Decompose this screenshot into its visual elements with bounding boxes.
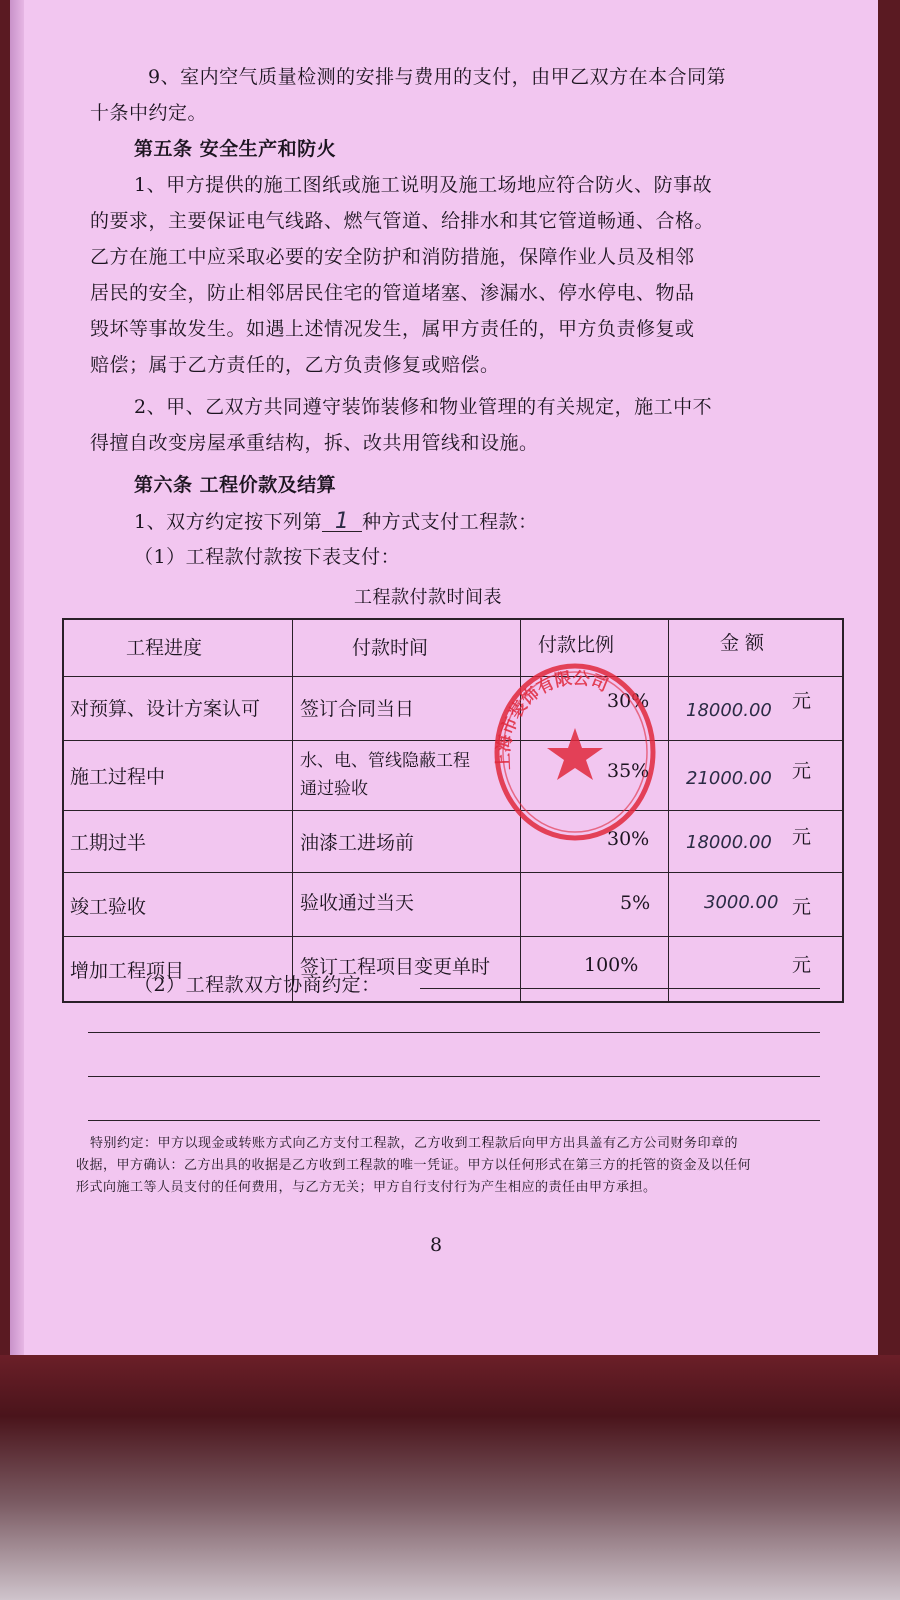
table-cell-time: 签订合同当日 bbox=[300, 698, 415, 720]
table-cell-time: 签订工程项目变更单时 bbox=[300, 956, 491, 978]
table-header: 付款时间 bbox=[352, 637, 429, 659]
table-cell-stage: 施工过程中 bbox=[70, 766, 166, 788]
payment-schedule-table bbox=[62, 618, 844, 1003]
clause-9-line-2: 十条中约定。 bbox=[90, 102, 208, 124]
table-cell-time: 通过验收 bbox=[300, 779, 368, 799]
table-cell-amount: 18000.00 bbox=[686, 700, 772, 721]
blank-line bbox=[88, 1032, 820, 1033]
seal-text: 上海市装饰有限公司 bbox=[493, 668, 611, 771]
special-terms-line: 收据，甲方确认：乙方出具的收据是乙方收到工程款的唯一凭证。甲方以任何形式在第三方的托管的资金及以任何 bbox=[76, 1158, 752, 1173]
blank-line bbox=[420, 988, 820, 989]
company-seal bbox=[490, 660, 660, 845]
table-cell-ratio: 30% bbox=[607, 690, 650, 712]
table-cell-time: 油漆工进场前 bbox=[300, 832, 415, 854]
payment-method-suffix: 种方式支付工程款： bbox=[362, 511, 538, 533]
table-cell-amount: 21000.00 bbox=[686, 768, 772, 789]
binder-cover bbox=[0, 1355, 900, 1600]
table-cell-unit: 元 bbox=[792, 760, 812, 782]
table-cell-unit: 元 bbox=[792, 826, 812, 848]
table-cell-ratio: 100% bbox=[584, 954, 639, 976]
table-header: 金 额 bbox=[720, 632, 765, 654]
table-cell-amount: 18000.00 bbox=[686, 832, 772, 853]
table-cell-ratio: 35% bbox=[607, 760, 650, 782]
payment-method-choice: 1 bbox=[322, 512, 362, 532]
article-6-title: 第六条 工程价款及结算 bbox=[134, 474, 337, 496]
article-5-p1-line: 1、甲方提供的施工图纸或施工说明及施工场地应符合防火、防事故 bbox=[134, 174, 713, 196]
table-cell-stage: 增加工程项目 bbox=[70, 960, 185, 982]
contract-page bbox=[10, 0, 878, 1355]
table-cell-time: 验收通过当天 bbox=[300, 892, 415, 914]
article-5-p2-line: 2、甲、乙双方共同遵守装饰装修和物业管理的有关规定，施工中不 bbox=[134, 396, 713, 418]
special-terms-line: 特别约定：甲方以现金或转账方式向乙方支付工程款，乙方收到工程款后向甲方出具盖有乙方公司财务印章的 bbox=[90, 1136, 739, 1151]
article-5-p1-line: 赔偿；属于乙方责任的，乙方负责修复或赔偿。 bbox=[90, 354, 500, 376]
payment-method-prefix: 1、双方约定按下列第 bbox=[134, 511, 323, 533]
table-cell-amount: 3000.00 bbox=[704, 892, 779, 913]
table-cell-unit: 元 bbox=[792, 690, 812, 712]
page-number: 8 bbox=[430, 1234, 443, 1256]
table-cell-ratio: 5% bbox=[620, 892, 651, 914]
table-cell-unit: 元 bbox=[792, 896, 812, 918]
table-header: 工程进度 bbox=[126, 637, 203, 659]
svg-text:上海市装饰有限公司 bbox=[493, 668, 611, 770]
blank-line bbox=[88, 1120, 820, 1121]
table-header: 付款比例 bbox=[538, 634, 615, 656]
table-cell-stage: 对预算、设计方案认可 bbox=[70, 698, 261, 720]
clause-9-line-1: 9、室内空气质量检测的安排与费用的支付，由甲乙双方在本合同第 bbox=[148, 66, 727, 88]
table-cell-ratio: 30% bbox=[607, 828, 650, 850]
table-cell-stage: 竣工验收 bbox=[70, 896, 147, 918]
article-5-p1-line: 乙方在施工中应采取必要的安全防护和消防措施，保障作业人员及相邻 bbox=[90, 246, 695, 268]
table-cell-stage: 工期过半 bbox=[70, 832, 147, 854]
table-cell-time: 水、电、管线隐蔽工程 bbox=[300, 751, 470, 771]
payment-option-1-label: （1）工程款付款按下表支付： bbox=[134, 546, 401, 568]
article-5-title: 第五条 安全生产和防火 bbox=[134, 138, 337, 160]
article-5-p1-line: 毁坏等事故发生。如遇上述情况发生，属甲方责任的，甲方负责修复或 bbox=[90, 318, 695, 340]
article-5-p1-line: 居民的安全，防止相邻居民住宅的管道堵塞、渗漏水、停水停电、物品 bbox=[90, 282, 695, 304]
blank-line bbox=[88, 1076, 820, 1077]
table-cell-unit: 元 bbox=[792, 954, 812, 976]
payment-option-2-label: （2）工程款双方协商约定： bbox=[134, 974, 381, 996]
payment-method-line bbox=[134, 509, 538, 534]
special-terms-line: 形式向施工等人员支付的任何费用，与乙方无关；甲方自行支付行为产生相应的责任由甲方承担。 bbox=[76, 1180, 657, 1195]
article-5-p1-line: 的要求，主要保证电气线路、燃气管道、给排水和其它管道畅通、合格。 bbox=[90, 210, 715, 232]
page-spine bbox=[10, 0, 24, 1355]
article-5-p2-line: 得擅自改变房屋承重结构，拆、改共用管线和设施。 bbox=[90, 432, 539, 454]
table-title: 工程款付款时间表 bbox=[354, 587, 502, 608]
